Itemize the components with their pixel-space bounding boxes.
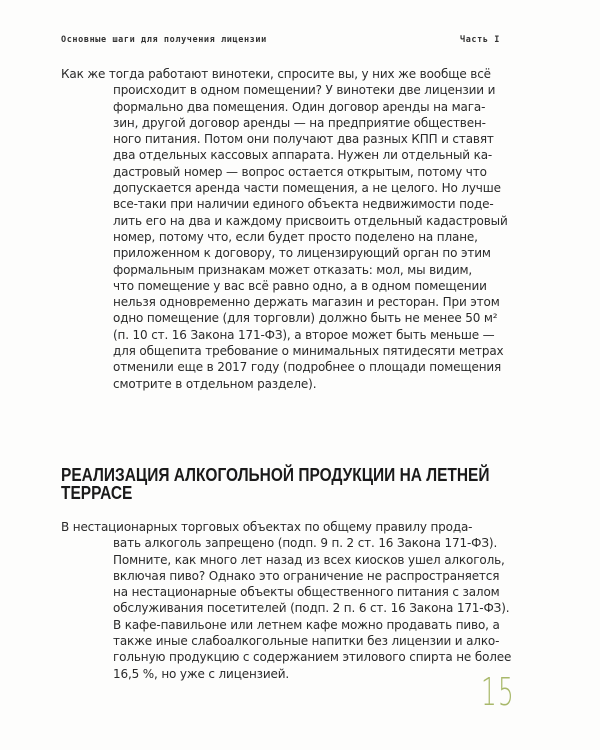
- text-line: Как же тогда работают винотеки, спросите вы, у них же вообще всё: [61, 67, 491, 81]
- text-line: лить его на два и каждому присвоить отдельный кадастровый: [113, 213, 508, 228]
- section-heading-line: ТЕРРАСЕ: [61, 483, 133, 503]
- text-line: смотрите в отдельном разделе).: [113, 376, 317, 391]
- text-line: два отдельных кассовых аппарата. Нужен ли отдельный ка-: [113, 148, 493, 163]
- text-line: допускается аренда части помещения, а не целого. Но лучше: [113, 181, 501, 196]
- section-heading-line: РЕАЛИЗАЦИЯ АЛКОГОЛЬНОЙ ПРОДУКЦИИ НА ЛЕТНЕЙ: [61, 465, 490, 485]
- text-line: ного питания. Потом они получают два разных КПП и ставят: [113, 132, 494, 147]
- text-line: все-таки при наличии единого объекта недвижимости поде-: [113, 197, 494, 212]
- text-line: обслуживания посетителей (подп. 2 п. 6 ст. 16 Закона 171-ФЗ).: [113, 601, 510, 616]
- text-line: В нестационарных торговых объектах по общему правилу прода-: [61, 520, 473, 534]
- text-line: гольную продукцию с содержанием этилового спирта не более: [113, 650, 512, 665]
- text-line: что помещение у вас всё равно одно, а в одном помещении: [113, 278, 487, 293]
- paragraph-summer-terrace: [61, 519, 512, 682]
- text-line: В кафе-павильоне или летнем кафе можно продавать пиво, а: [113, 617, 500, 632]
- section-heading: [61, 466, 490, 502]
- text-line: одно помещение (для торговли) должно быть не менее 50 м²: [113, 311, 498, 326]
- text-line: приложенном к договору, то лицензирующий орган по этим: [113, 246, 491, 261]
- text-line: вать алкоголь запрещено (подп. 9 п. 2 ст. 16 Закона 171-ФЗ).: [113, 536, 498, 551]
- text-line: формальным признакам может отказать: мол, мы видим,: [113, 262, 473, 277]
- text-line: на нестационарные объекты общественного питания с залом: [113, 585, 500, 600]
- text-line: зин, другой договор аренды — на предприятие обществен-: [113, 115, 486, 130]
- text-line: Помните, как много лет назад из всех киосков ушел алкоголь,: [113, 552, 505, 567]
- text-line: также иные слабоалкогольные напитки без лицензии и алко-: [113, 634, 500, 649]
- page-number: 15: [481, 670, 516, 714]
- running-header-title: Основные шаги для получения лицензии: [61, 35, 267, 45]
- text-line: отменили еще в 2017 году (подробнее о площади помещения: [113, 360, 502, 375]
- running-header-part: Часть I: [460, 35, 501, 45]
- text-line: 16,5 %, но уже с лицензией.: [113, 666, 290, 681]
- text-line: номер, потому что, если будет просто поделено на плане,: [113, 229, 478, 244]
- paragraph-wine-shops: [61, 66, 508, 392]
- text-line: дастровый номер — вопрос остается открытым, потому что: [113, 164, 487, 179]
- text-line: включая пиво? Однако это ограничение не распространяется: [113, 568, 500, 583]
- text-line: происходит в одном помещении? У винотеки две лицензии и: [113, 83, 496, 98]
- text-line: (п. 10 ст. 16 Закона 171-ФЗ), а второе может быть меньше —: [113, 327, 495, 342]
- text-line: формально два помещения. Один договор аренды на мага-: [113, 99, 486, 114]
- text-line: для общепита требование о минимальных пятидесяти метрах: [113, 344, 504, 359]
- text-line: нельзя одновременно держать магазин и ресторан. При этом: [113, 295, 500, 310]
